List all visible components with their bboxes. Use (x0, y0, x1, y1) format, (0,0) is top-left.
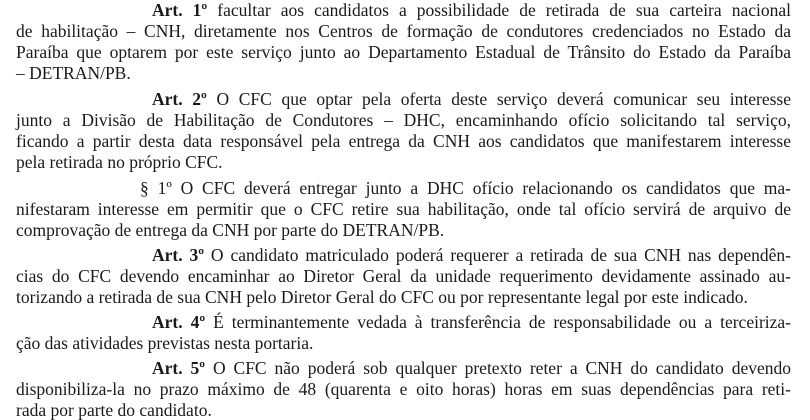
art2-label: Art. 2º (152, 89, 207, 109)
art2-paragraph1-line2: nifestaram interesse em permitir que o CFC retire sua habilitação, onde tal ofício servirá de arquivo de (16, 199, 791, 219)
art1-line3: Paraíba que optarem por este serviço junto ao Departamento Estadual de Trânsito do Estado da Paraíba (16, 42, 791, 62)
art5-line2: disponibiliza-la no prazo máximo de 48 (quarenta e oito horas) horas em suas dependências para reti- (16, 379, 791, 399)
art1-label: Art. 1º (152, 0, 208, 20)
art3-line1 (152, 245, 791, 265)
art5-label: Art. 5º (152, 358, 206, 378)
art2-line4: pela retirada no próprio CFC. (16, 152, 223, 172)
art5-text-1: O CFC não poderá sob qualquer pretexto reter a CNH do candidato devendo (205, 358, 792, 378)
art2-paragraph1-line1: § 1º O CFC deverá entregar junto a DHC ofício relacionando os candidatos que ma- (140, 178, 791, 198)
art1-line2: de habilitação – CNH, diretamente nos Centros de formação de condutores credenciados no Estado da (16, 21, 791, 41)
art3-line2: cias do CFC devendo encaminhar ao Diretor Geral da unidade requerimento devidamente assinado au- (16, 266, 791, 286)
art4-label: Art. 4º (152, 312, 206, 332)
art3-line3: torizando a retirada de sua CNH pelo Diretor Geral do CFC ou por representante legal por este indicado. (16, 287, 748, 307)
art2-line3: ficando a partir desta data responsável pela entrega da CNH aos candidatos que manifestarem interesse (16, 131, 791, 151)
art2-line1 (152, 89, 791, 109)
art3-text-1: O candidato matriculado poderá requerer a retirada de sua CNH nas dependên- (204, 245, 791, 265)
art2-line2: junto a Divisão de Habilitação de Condutores – DHC, encaminhando ofício solicitando tal serviço, (16, 110, 791, 130)
art3-label: Art. 3º (152, 245, 205, 265)
art5-line1 (152, 358, 791, 378)
art2-text-1: O CFC que optar pela oferta deste serviço deverá comunicar seu interesse (206, 89, 792, 109)
art5-line3: rada por parte do candidato. (16, 400, 212, 420)
art1-text-1: facultar aos candidatos a possibilidade de retirada de sua carteira nacional (207, 0, 791, 20)
art4-line1 (152, 312, 791, 332)
art1-line1 (152, 0, 791, 20)
art2-paragraph1-line3: comprovação de entrega da CNH por parte do DETRAN/PB. (16, 220, 445, 240)
art4-line2: ção das atividades previstas nesta portaria. (16, 333, 314, 353)
art4-text-1: É terminantemente vedada à transferência de responsabilidade ou a terceiriza- (205, 312, 791, 332)
art1-line4: – DETRAN/PB. (16, 63, 131, 83)
